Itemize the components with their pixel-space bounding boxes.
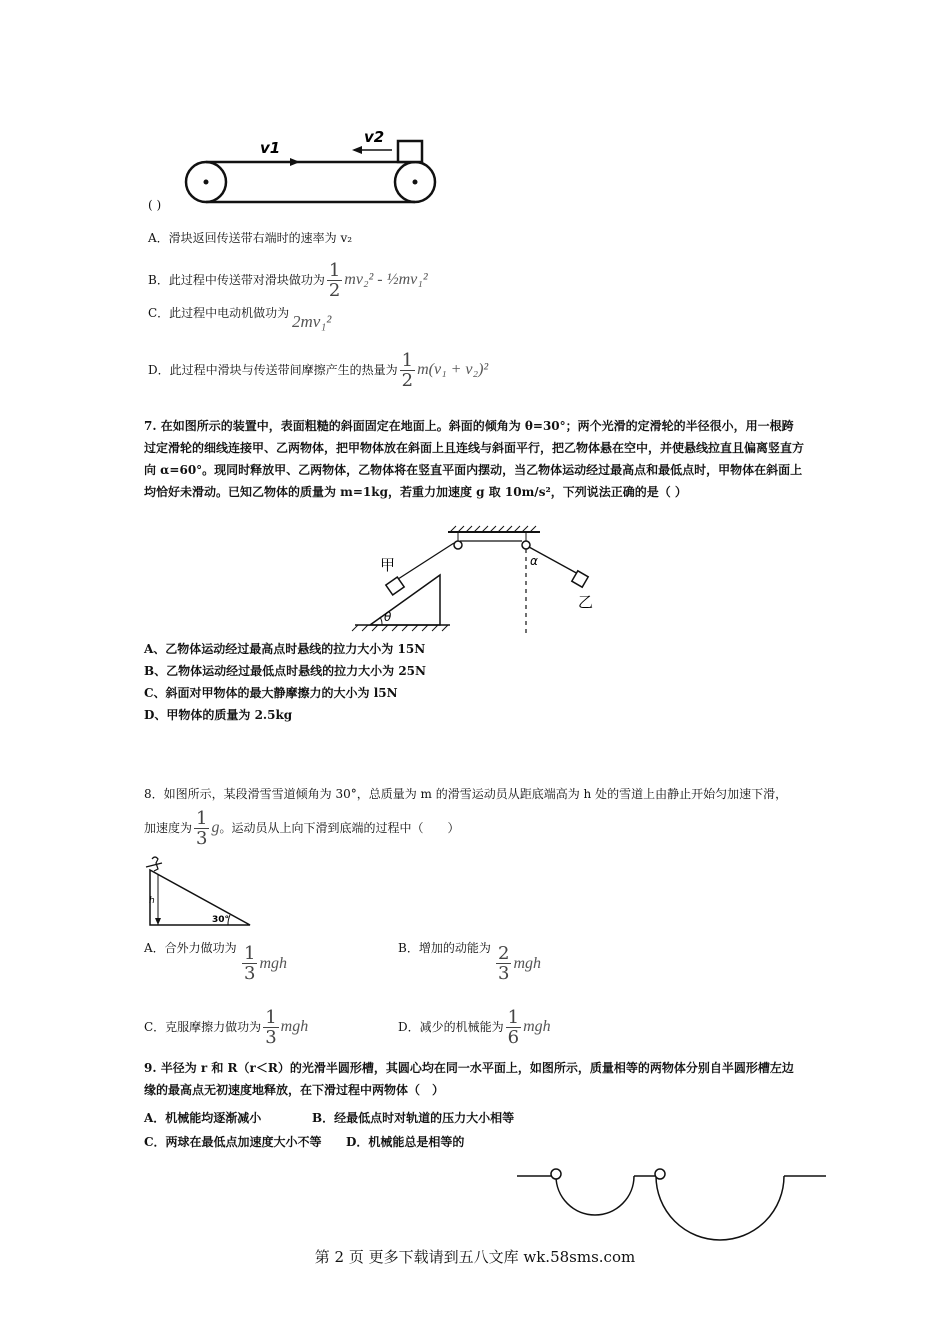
q9-option-a: A．机械能均逐渐减小 bbox=[144, 1111, 262, 1125]
page-footer: 第 2 页 更多下载请到五八文库 wk.58sms.com bbox=[314, 1248, 636, 1266]
theta-label: θ bbox=[384, 610, 392, 624]
v1-label: v1 bbox=[260, 139, 281, 157]
q6-bracket: ( ) bbox=[148, 198, 162, 212]
angle-label: 30° bbox=[212, 915, 230, 925]
q8-option-a-expr: $\frac{1}{3}$ mgh bbox=[244, 943, 288, 984]
q6-option-a: A．滑块返回传送带右端时的速率为 v₂ bbox=[148, 231, 353, 245]
q7-option-b: B、乙物体运动经过最低点时悬线的拉力大小为 25N bbox=[144, 664, 426, 678]
v2-label: v2 bbox=[364, 128, 385, 146]
q8-option-c: C．克服摩擦力做功为 $\frac{1}{3}$ mgh bbox=[144, 1007, 309, 1048]
q8-question-line1: 8．如图所示，某段滑雪雪道倾角为 30°，总质量为 m 的滑雪运动员从距底端高为 h 处的雪道上由静止开始匀加速下滑， bbox=[144, 787, 788, 801]
ski-slope-figure bbox=[140, 855, 260, 930]
q6-option-c-expr: 2mv₁² bbox=[292, 312, 332, 331]
q6-option-c: C．此过程中电动机做功为 bbox=[148, 306, 290, 320]
q9-option-b: B．经最低点时对轨道的压力大小相等 bbox=[312, 1111, 515, 1125]
alpha-label: α bbox=[530, 554, 538, 568]
q8-question-line2: 加速度为 $\frac{1}{3}$ g。运动员从上向下滑到底端的过程中（ ） bbox=[144, 808, 460, 849]
half-circle-grooves-figure bbox=[512, 1160, 832, 1250]
q9-option-c: C．两球在最低点加速度大小不等 bbox=[144, 1135, 322, 1149]
q7-option-c: C、斜面对甲物体的最大静摩擦力的大小为 l5N bbox=[144, 686, 398, 700]
q7-option-d: D、甲物体的质量为 2.5kg bbox=[144, 708, 293, 722]
conveyor-belt-figure bbox=[180, 125, 440, 210]
q8-option-d: D．减少的机械能为 $\frac{1}{6}$ mgh bbox=[398, 1007, 551, 1048]
q8-option-a: A．合外力做功为 bbox=[144, 941, 237, 955]
q8-option-b: B．增加的动能为 bbox=[398, 941, 491, 955]
h-label: h bbox=[149, 896, 155, 906]
q7-question: 7. 在如图所示的装置中，表面粗糙的斜面固定在地面上。斜面的倾角为 θ=30°；两个光滑的定滑轮的半径很小，用一根跨过定滑轮的细线连接甲、乙两物体，把甲物体放在斜面上且连线与斜面平行，把乙物体悬在空中，并使悬线拉直且偏离竖直方向 α=60°。现同时释放甲、乙两物体，乙物体将在竖直平面内摆动，当乙物体运动经过最高点和最低点时，甲物体在斜面上均恰好未滑动。已知乙物体的质量为 m=1kg，若重力加速度 g 取 10m/s²，下列说法正确的是（ ） bbox=[144, 419, 805, 499]
q7-option-a: A、乙物体运动经过最高点时悬线的拉力大小为 15N bbox=[144, 642, 426, 656]
yi-label: 乙 bbox=[578, 593, 594, 611]
q6-option-b: B．此过程中传送带对滑块做功为 $\frac{1}{2}$ mv₂² - ½mv₁² bbox=[148, 260, 428, 301]
jia-label: 甲 bbox=[380, 556, 396, 574]
q9-question: 9. 半径为 r 和 R（r＜R）的光滑半圆形槽，其圆心均在同一水平面上，如图所示，质量相等的两物体分别自半圆形槽左边缘的最高点无初速度地释放，在下滑过程中两物体（ ） bbox=[144, 1061, 794, 1097]
incline-pulley-figure bbox=[340, 525, 610, 640]
q6-option-d: D．此过程中滑块与传送带间摩擦产生的热量为 $\frac{1}{2}$ m(v₁ + v₂)² bbox=[148, 350, 489, 391]
q8-option-b-expr: $\frac{2}{3}$ mgh bbox=[498, 943, 542, 984]
q9-option-d: D．机械能总是相等的 bbox=[346, 1135, 465, 1149]
